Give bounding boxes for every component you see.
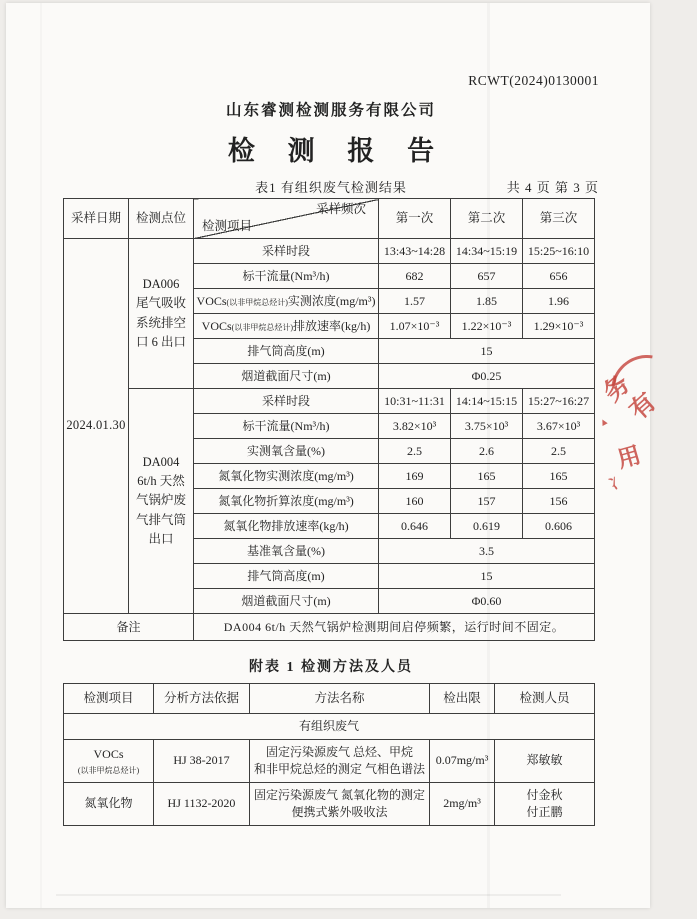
header-method-basis: 分析方法依据 (154, 684, 250, 714)
row-label-main: VOCs (196, 293, 227, 308)
header-method-name: 方法名称 (250, 684, 430, 714)
document-title: 检 测 报 告 (227, 136, 448, 166)
cell-value: 2.5 (379, 439, 451, 464)
cell-value: 157 (451, 489, 523, 514)
table1-caption-row (63, 177, 599, 195)
cell-merged-value: Φ0.25 (379, 364, 595, 389)
note-row (64, 614, 595, 641)
row-label: 氮氧化物折算浓度(mg/m³) (194, 489, 379, 514)
cell-value: 1.22×10⁻³ (451, 314, 523, 339)
row-label: 实测氧含量(%) (194, 439, 379, 464)
cell-value: 1.07×10⁻³ (379, 314, 451, 339)
scanned-report-page (6, 3, 662, 908)
header-diagonal-cell (194, 199, 379, 239)
personnel: 郑敏敏 (495, 740, 595, 783)
header-detection-limit: 检出限 (430, 684, 495, 714)
cell-value: 682 (379, 264, 451, 289)
row-label: 排气筒高度(m) (194, 339, 379, 364)
cell-value: 2.5 (523, 439, 595, 464)
detection-limit: 2mg/m³ (430, 783, 495, 826)
method-name: 固定污染源废气 总烃、甲烷 和非甲烷总烃的测定 气相色谱法 (250, 740, 430, 783)
group-row (64, 714, 595, 740)
cell-merged-value: 15 (379, 339, 595, 364)
sampling-date-value: 2024.01.30 (64, 239, 129, 614)
cell-value: 15:25~16:10 (523, 239, 595, 264)
cell-value: 0.606 (523, 514, 595, 539)
results-table (63, 198, 595, 641)
company-name: 山东睿测检测服务有限公司 (225, 102, 436, 119)
table-row (64, 389, 595, 414)
cell-value: 0.646 (379, 514, 451, 539)
row-label: 氮氧化物排放速率(kg/h) (194, 514, 379, 539)
cell-value: 165 (523, 464, 595, 489)
table-row (64, 239, 595, 264)
cell-merged-value: 15 (379, 564, 595, 589)
row-label-suffix: 排放速率(kg/h) (293, 318, 371, 333)
cell-value: 1.29×10⁻³ (523, 314, 595, 339)
report-number: RCWT(2024)0130001 (468, 73, 599, 88)
note-label: 备注 (64, 614, 194, 641)
table-row (64, 783, 595, 826)
personnel: 付金秋 付正鹏 (495, 783, 595, 826)
group-label: 有组织废气 (64, 714, 595, 740)
red-seal-stamp (591, 351, 662, 521)
cell-value: 1.85 (451, 289, 523, 314)
item-name (64, 740, 154, 783)
header-test-item: 检测项目 (64, 684, 154, 714)
method-basis: HJ 1132-2020 (154, 783, 250, 826)
cell-value: 13:43~14:28 (379, 239, 451, 264)
row-label: 烟道截面尺寸(m) (194, 589, 379, 614)
row-label: 标干流量(Nm³/h) (194, 264, 379, 289)
item-name-main: VOCs (93, 746, 124, 761)
monitoring-point-da006: DA006 尾气吸收 系统排空 口 6 出口 (129, 239, 194, 389)
row-label: 采样时段 (194, 239, 379, 264)
scan-artifact-line (40, 3, 42, 908)
cell-value: 2.6 (451, 439, 523, 464)
seal-character: 冫 (606, 471, 629, 494)
scan-artifact-line-bottom (56, 894, 561, 896)
cell-value: 14:14~15:15 (451, 389, 523, 414)
row-label: 排气筒高度(m) (194, 564, 379, 589)
table-row (64, 740, 595, 783)
header-test-item: 检测项目 (202, 219, 253, 234)
cell-value: 3.67×10³ (523, 414, 595, 439)
header-run-1: 第一次 (379, 199, 451, 239)
item-name: 氮氧化物 (64, 783, 154, 826)
header-run-3: 第三次 (523, 199, 595, 239)
cell-value: 156 (523, 489, 595, 514)
header-personnel: 检测人员 (495, 684, 595, 714)
cell-value: 15:27~16:27 (523, 389, 595, 414)
row-label-main: VOCs (201, 318, 232, 333)
methods-personnel-table (63, 683, 595, 826)
item-name-subscript: (以非甲烷总烃计) (77, 765, 140, 775)
cell-value: 3.75×10³ (451, 414, 523, 439)
note-text: DA004 6t/h 天然气锅炉检测期间启停频繁，运行时间不固定。 (194, 614, 595, 641)
header-monitoring-point: 检测点位 (129, 199, 194, 239)
row-label: 基准氧含量(%) (194, 539, 379, 564)
cell-merged-value: 3.5 (379, 539, 595, 564)
row-label: 氮氧化物实测浓度(mg/m³) (194, 464, 379, 489)
monitoring-point-da004: DA004 6t/h 天然 气锅炉废 气排气筒 出口 (129, 389, 194, 614)
seal-character: 有 (624, 388, 662, 426)
seal-character: 务 (598, 370, 636, 408)
row-label-suffix: 实测浓度(mg/m³) (287, 293, 376, 308)
cell-value: 3.82×10³ (379, 414, 451, 439)
cell-value: 1.57 (379, 289, 451, 314)
cell-value: 657 (451, 264, 523, 289)
cell-value: 14:34~15:19 (451, 239, 523, 264)
cell-value: 169 (379, 464, 451, 489)
cell-value: 160 (379, 489, 451, 514)
seal-star-fragment: ▲ (596, 415, 611, 430)
cell-merged-value: Φ0.60 (379, 589, 595, 614)
methods-table-header-row (64, 684, 595, 714)
seal-character: 用 (614, 442, 644, 473)
header-run-2: 第二次 (451, 199, 523, 239)
cell-value: 10:31~11:31 (379, 389, 451, 414)
cell-value: 656 (523, 264, 595, 289)
row-label-subscript: (以非甲烷总烃计) (231, 322, 293, 332)
row-label: 采样时段 (194, 389, 379, 414)
cell-value: 165 (451, 464, 523, 489)
detection-limit: 0.07mg/m³ (430, 740, 495, 783)
row-label (194, 314, 379, 339)
method-name: 固定污染源废气 氮氧化物的测定 便携式紫外吸收法 (250, 783, 430, 826)
report-content (63, 73, 599, 826)
method-basis: HJ 38-2017 (154, 740, 250, 783)
header-sampling-frequency: 采样频次 (315, 202, 366, 216)
row-label (194, 289, 379, 314)
page-indicator: 共 4 页 第 3 页 (506, 180, 599, 195)
table1-caption: 表1 有组织废气检测结果 (255, 180, 407, 195)
results-table-header-row (64, 199, 595, 239)
row-label-subscript: (以非甲烷总烃计) (226, 297, 288, 307)
row-label: 烟道截面尺寸(m) (194, 364, 379, 389)
row-label: 标干流量(Nm³/h) (194, 414, 379, 439)
header-sampling-date: 采样日期 (64, 199, 129, 239)
appendix-table-caption: 附表 1 检测方法及人员 (249, 660, 413, 675)
cell-value: 0.619 (451, 514, 523, 539)
seal-arc (597, 341, 697, 442)
cell-value: 1.96 (523, 289, 595, 314)
